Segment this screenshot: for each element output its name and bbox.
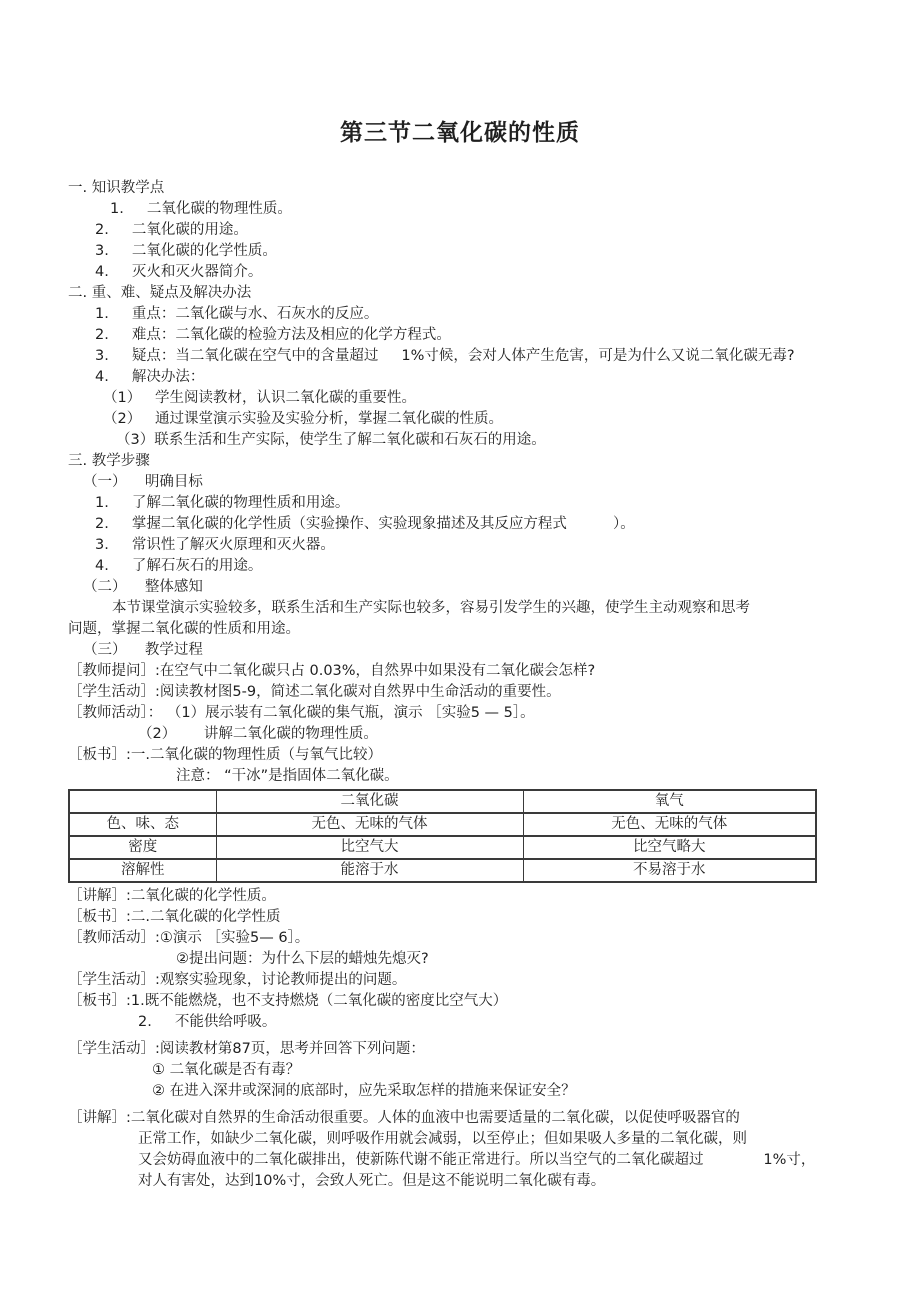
doc-line: 3. 常识性了解灭火原理和灭火器。 — [95, 537, 335, 553]
doc-line: （3）联系生活和生产实际，使学生了解二氧化碳和石灰石的用途。 — [116, 432, 546, 448]
doc-line: 二. 重、难、疑点及解决办法 — [68, 285, 252, 301]
doc-line: ［学生活动］:阅读教材第87页，思考并回答下列问题： — [68, 1041, 425, 1057]
doc-line: 又会妨碍血液中的二氧化碳排出，使新陈代谢不能正常进行。所以当空气的二氧化碳超过 1%寸， — [138, 1152, 816, 1168]
table-cell: 比空气大 — [216, 836, 523, 859]
doc-line: （1） 学生阅读教材，认识二氧化碳的重要性。 — [103, 390, 417, 406]
doc-line: 4. 灭火和灭火器简介。 — [95, 264, 263, 280]
doc-line: ［教师活动］： （1）展示装有二氧化碳的集气瓶，演示 ［实验5 — 5］。 — [68, 705, 535, 721]
doc-line: ［板书］:二.二氧化碳的化学性质 — [68, 909, 281, 925]
doc-line: 2. 二氧化碳的用途。 — [95, 222, 248, 238]
table-cell: 不易溶于水 — [523, 859, 816, 882]
doc-title: 第三节二氧化碳的性质 — [340, 120, 580, 146]
table-cell: 无色、无味的气体 — [216, 813, 523, 836]
doc-line: 注意： “干冰”是指固体二氧化碳。 — [176, 768, 399, 784]
table-row — [69, 836, 816, 859]
doc-line: 一. 知识教学点 — [68, 180, 165, 196]
doc-line: 3. 疑点：当二氧化碳在空气中的含量超过 1%寸候，会对人体产生危害，可是为什么又说二氧化碳无毒? — [95, 348, 795, 364]
doc-line: 3. 二氧化碳的化学性质。 — [95, 243, 277, 259]
doc-line: 对人有害处，达到10%寸，会致人死亡。但是这不能说明二氧化碳有毒。 — [138, 1173, 606, 1189]
table-cell: 比空气略大 — [523, 836, 816, 859]
doc-line: 正常工作，如缺少二氧化碳，则呼吸作用就会减弱，以至停止；但如果吸人多量的二氧化碳，则 — [138, 1131, 747, 1147]
doc-line: （二） 整体感知 — [83, 579, 203, 595]
doc-line: （三） 教学过程 — [83, 642, 203, 658]
doc-line: ① 二氧化碳是否有毒？ — [152, 1062, 301, 1078]
doc-line: ［学生活动］:观察实验现象，讨论教师提出的问题。 — [68, 972, 407, 988]
doc-line: 4. 了解石灰石的用途。 — [95, 558, 263, 574]
doc-line: 本节课堂演示实验较多，联系生活和生产实际也较多，容易引发学生的兴趣，使学生主动观察和思考 — [112, 600, 750, 616]
table-row — [69, 859, 816, 882]
doc-line: 1. 了解二氧化碳的物理性质和用途。 — [95, 495, 350, 511]
doc-line: 2. 掌握二氧化碳的化学性质（实验操作、实验现象描述及其反应方程式 ）。 — [95, 516, 635, 532]
doc-line: 三. 教学步骤 — [68, 453, 150, 469]
doc-line: （一） 明确目标 — [83, 474, 203, 490]
doc-line: ［教师活动］:①演示 ［实验5— 6］。 — [68, 930, 310, 946]
physical-properties-table — [68, 789, 817, 883]
doc-line: ［板书］:1.既不能燃烧，也不支持燃烧（二氧化碳的密度比空气大） — [68, 993, 508, 1009]
doc-line: 1. 二氧化碳的物理性质。 — [110, 201, 292, 217]
doc-line: 2. 难点：二氧化碳的检验方法及相应的化学方程式。 — [95, 327, 451, 343]
table-row — [69, 813, 816, 836]
table-cell: 色、味、态 — [69, 813, 216, 836]
doc-line: ②提出问题：为什么下层的蜡烛先熄灭? — [176, 951, 429, 967]
table-header-row — [69, 790, 816, 813]
table-header-cell — [69, 790, 216, 813]
table-header-cell: 二氧化碳 — [216, 790, 523, 813]
table-cell: 溶解性 — [69, 859, 216, 882]
doc-line: ［讲解］:二氧化碳的化学性质。 — [68, 888, 276, 904]
doc-line: （2） 通过课堂演示实验及实验分析，掌握二氧化碳的性质。 — [103, 411, 504, 427]
doc-line: ［教师提问］:在空气中二氧化碳只占 0.03%，自然界中如果没有二氧化碳会怎样? — [68, 663, 596, 679]
table-cell: 无色、无味的气体 — [523, 813, 816, 836]
table-header-cell: 氧气 — [523, 790, 816, 813]
table-cell: 能溶于水 — [216, 859, 523, 882]
table-cell: 密度 — [69, 836, 216, 859]
doc-line: 4. 解决办法： — [95, 369, 205, 385]
doc-line: （2） 讲解二氧化碳的物理性质。 — [138, 726, 378, 742]
doc-line: 1. 重点：二氧化碳与水、石灰水的反应。 — [95, 306, 379, 322]
doc-line: ［板书］:一.二氧化碳的物理性质（与氧气比较） — [68, 747, 382, 763]
doc-line: 问题，掌握二氧化碳的性质和用途。 — [68, 621, 300, 637]
doc-line: 2. 不能供给呼吸。 — [138, 1014, 277, 1030]
doc-line: ［讲解］:二氧化碳对自然界的生命活动很重要。人体的血液中也需要适量的二氧化碳，以促使呼吸器官的 — [68, 1110, 740, 1126]
doc-line: ② 在进入深井或深洞的底部时，应先采取怎样的措施来保证安全？ — [152, 1083, 576, 1099]
doc-line: ［学生活动］:阅读教材图5-9，简述二氧化碳对自然界中生命活动的重要性。 — [68, 684, 561, 700]
